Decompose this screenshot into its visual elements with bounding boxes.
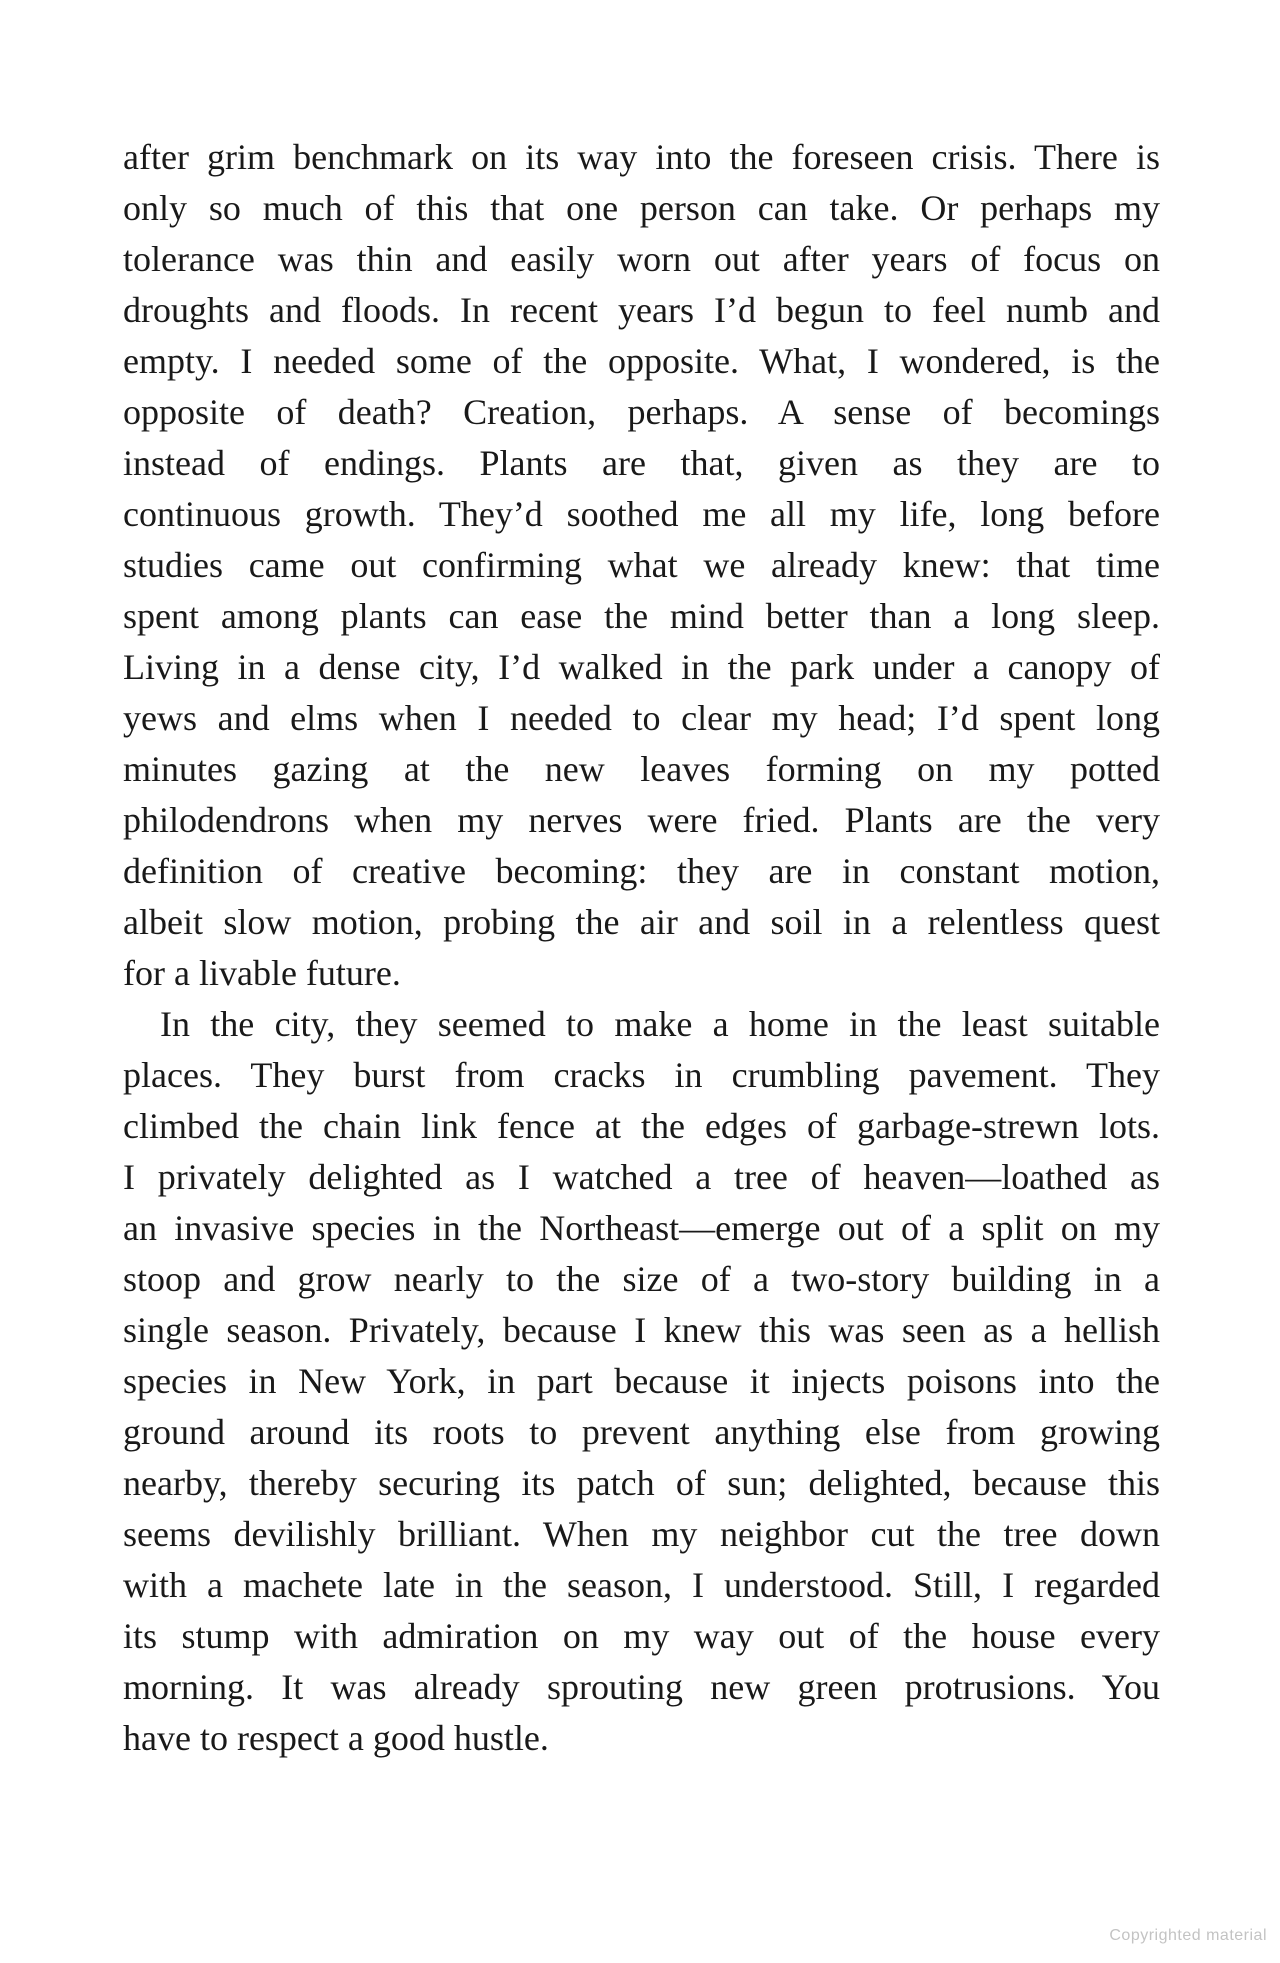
text-line: stoop and grow nearly to the size of a two-story building in a: [123, 1259, 1160, 1299]
text-line: spent among plants can ease the mind better than a long sleep.: [123, 596, 1160, 636]
text-line: philodendrons when my nerves were fried. Plants are the very: [123, 800, 1160, 840]
text-line: I privately delighted as I watched a tree of heaven—loathed as: [123, 1157, 1160, 1197]
text-line: nearby, thereby securing its patch of sun; delighted, because this: [123, 1463, 1160, 1503]
text-line: droughts and floods. In recent years I’d begun to feel numb and: [123, 290, 1160, 330]
text-line: its stump with admiration on my way out of the house every: [123, 1616, 1160, 1656]
text-line: species in New York, in part because it injects poisons into the: [123, 1361, 1160, 1401]
text-line: empty. I needed some of the opposite. What, I wondered, is the: [123, 341, 1160, 381]
text-line: morning. It was already sprouting new green protrusions. You: [123, 1667, 1160, 1707]
text-line: for a livable future.: [123, 953, 401, 993]
text-line: Living in a dense city, I’d walked in the park under a canopy of: [123, 647, 1160, 687]
text-line: In the city, they seemed to make a home in the least suitable: [160, 1004, 1160, 1044]
text-line: with a machete late in the season, I understood. Still, I regarded: [123, 1565, 1160, 1605]
body-text: [123, 132, 1160, 1764]
text-line: after grim benchmark on its way into the foreseen crisis. There is: [123, 137, 1160, 177]
text-line: single season. Privately, because I knew this was seen as a hellish: [123, 1310, 1160, 1350]
text-line: definition of creative becoming: they are in constant motion,: [123, 851, 1160, 891]
text-line: instead of endings. Plants are that, given as they are to: [123, 443, 1160, 483]
text-line: seems devilishly brilliant. When my neighbor cut the tree down: [123, 1514, 1160, 1554]
text-line: climbed the chain link fence at the edges of garbage-strewn lots.: [123, 1106, 1160, 1146]
text-line: yews and elms when I needed to clear my head; I’d spent long: [123, 698, 1160, 738]
text-line: only so much of this that one person can take. Or perhaps my: [123, 188, 1160, 228]
text-line: places. They burst from cracks in crumbling pavement. They: [123, 1055, 1160, 1095]
text-line: studies came out confirming what we already knew: that time: [123, 545, 1160, 585]
text-line: an invasive species in the Northeast—emerge out of a split on my: [123, 1208, 1160, 1248]
text-line: tolerance was thin and easily worn out after years of focus on: [123, 239, 1160, 279]
copyright-watermark: Copyrighted material: [1109, 1927, 1267, 1944]
text-line: ground around its roots to prevent anything else from growing: [123, 1412, 1160, 1452]
text-line: opposite of death? Creation, perhaps. A sense of becomings: [123, 392, 1160, 432]
text-line: minutes gazing at the new leaves forming on my potted: [123, 749, 1160, 789]
text-line: albeit slow motion, probing the air and soil in a relentless quest: [123, 902, 1160, 942]
text-line: have to respect a good hustle.: [123, 1718, 549, 1758]
text-line: continuous growth. They’d soothed me all my life, long before: [123, 494, 1160, 534]
